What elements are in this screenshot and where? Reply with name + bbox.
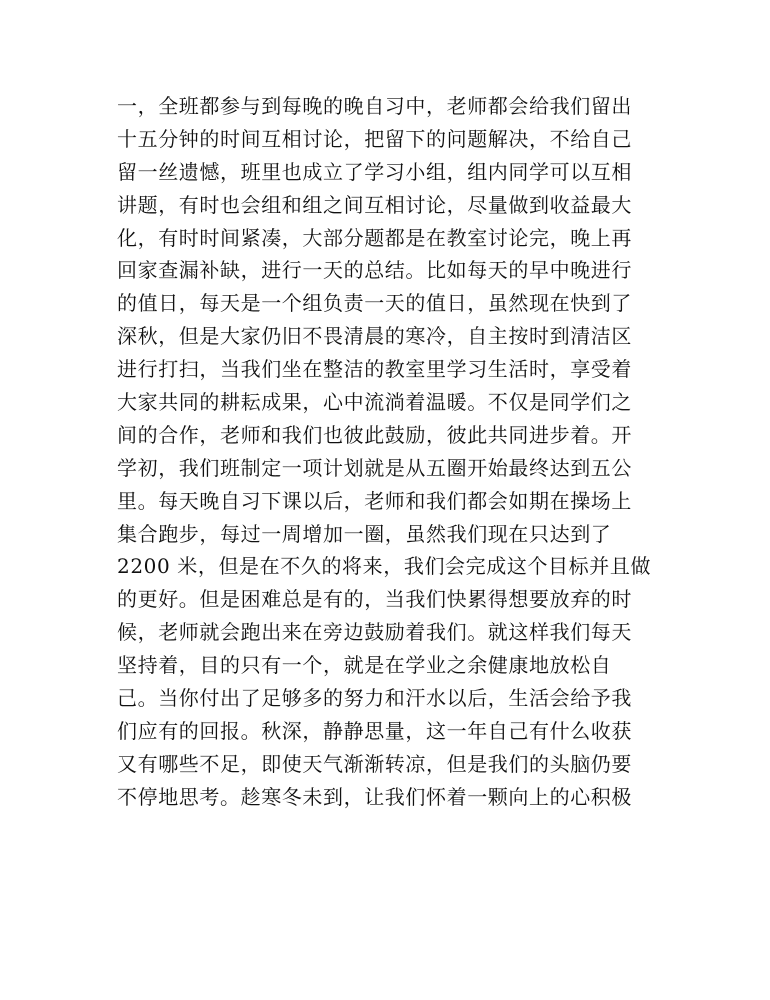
text-line: 的更好。但是困难总是有的，当我们快累得想要放弃的时 xyxy=(117,587,632,612)
text-line: 里。每天晚自习下课以后，老师和我们都会如期在操场上 xyxy=(117,488,632,513)
text-line: 回家查漏补缺，进行一天的总结。比如每天的早中晚进行 xyxy=(117,258,632,283)
text-line: 大家共同的耕耘成果，心中流淌着温暖。不仅是同学们之 xyxy=(117,390,632,415)
text-line: 留一丝遗憾，班里也成立了学习小组，组内同学可以互相 xyxy=(117,159,632,184)
text-line: 讲题，有时也会组和组之间互相讨论，尽量做到收益最大 xyxy=(117,192,632,217)
text-line: 十五分钟的时间互相讨论，把留下的问题解决，不给自己 xyxy=(117,126,632,151)
text-line: 又有哪些不足，即使天气渐渐转凉，但是我们的头脑仍要 xyxy=(117,751,632,776)
text-line: 坚持着，目的只有一个，就是在学业之余健康地放松自 xyxy=(117,653,612,678)
text-line: 学初，我们班制定一项计划就是从五圈开始最终达到五公 xyxy=(117,455,632,480)
text-line: 进行打扫，当我们坐在整洁的教室里学习生活时，享受着 xyxy=(117,357,632,382)
text-line: 2200 米，但是在不久的将来，我们会完成这个目标并且做 xyxy=(117,554,652,579)
text-line: 的值日，每天是一个组负责一天的值日，虽然现在快到了 xyxy=(117,291,632,316)
text-line: 不停地思考。趁寒冬未到，让我们怀着一颗向上的心积极 xyxy=(117,784,632,809)
text-line: 集合跑步，每过一周增加一圈，虽然我们现在只达到了 xyxy=(117,521,612,546)
text-line: 间的合作，老师和我们也彼此鼓励，彼此共同进步着。开 xyxy=(117,422,632,447)
text-line: 化，有时时间紧凑，大部分题都是在教室讨论完，晚上再 xyxy=(117,225,632,250)
text-line: 一，全班都参与到每晚的晚自习中，老师都会给我们留出 xyxy=(117,94,632,118)
body-paragraph xyxy=(117,90,657,814)
text-line: 深秋，但是大家仍旧不畏清晨的寒冷，自主按时到清洁区 xyxy=(117,324,632,349)
text-line: 己。当你付出了足够多的努力和汗水以后，生活会给予我 xyxy=(117,686,632,711)
text-line: 们应有的回报。秋深，静静思量，这一年自己有什么收获 xyxy=(117,718,632,743)
text-line: 候，老师就会跑出来在旁边鼓励着我们。就这样我们每天 xyxy=(117,620,632,645)
